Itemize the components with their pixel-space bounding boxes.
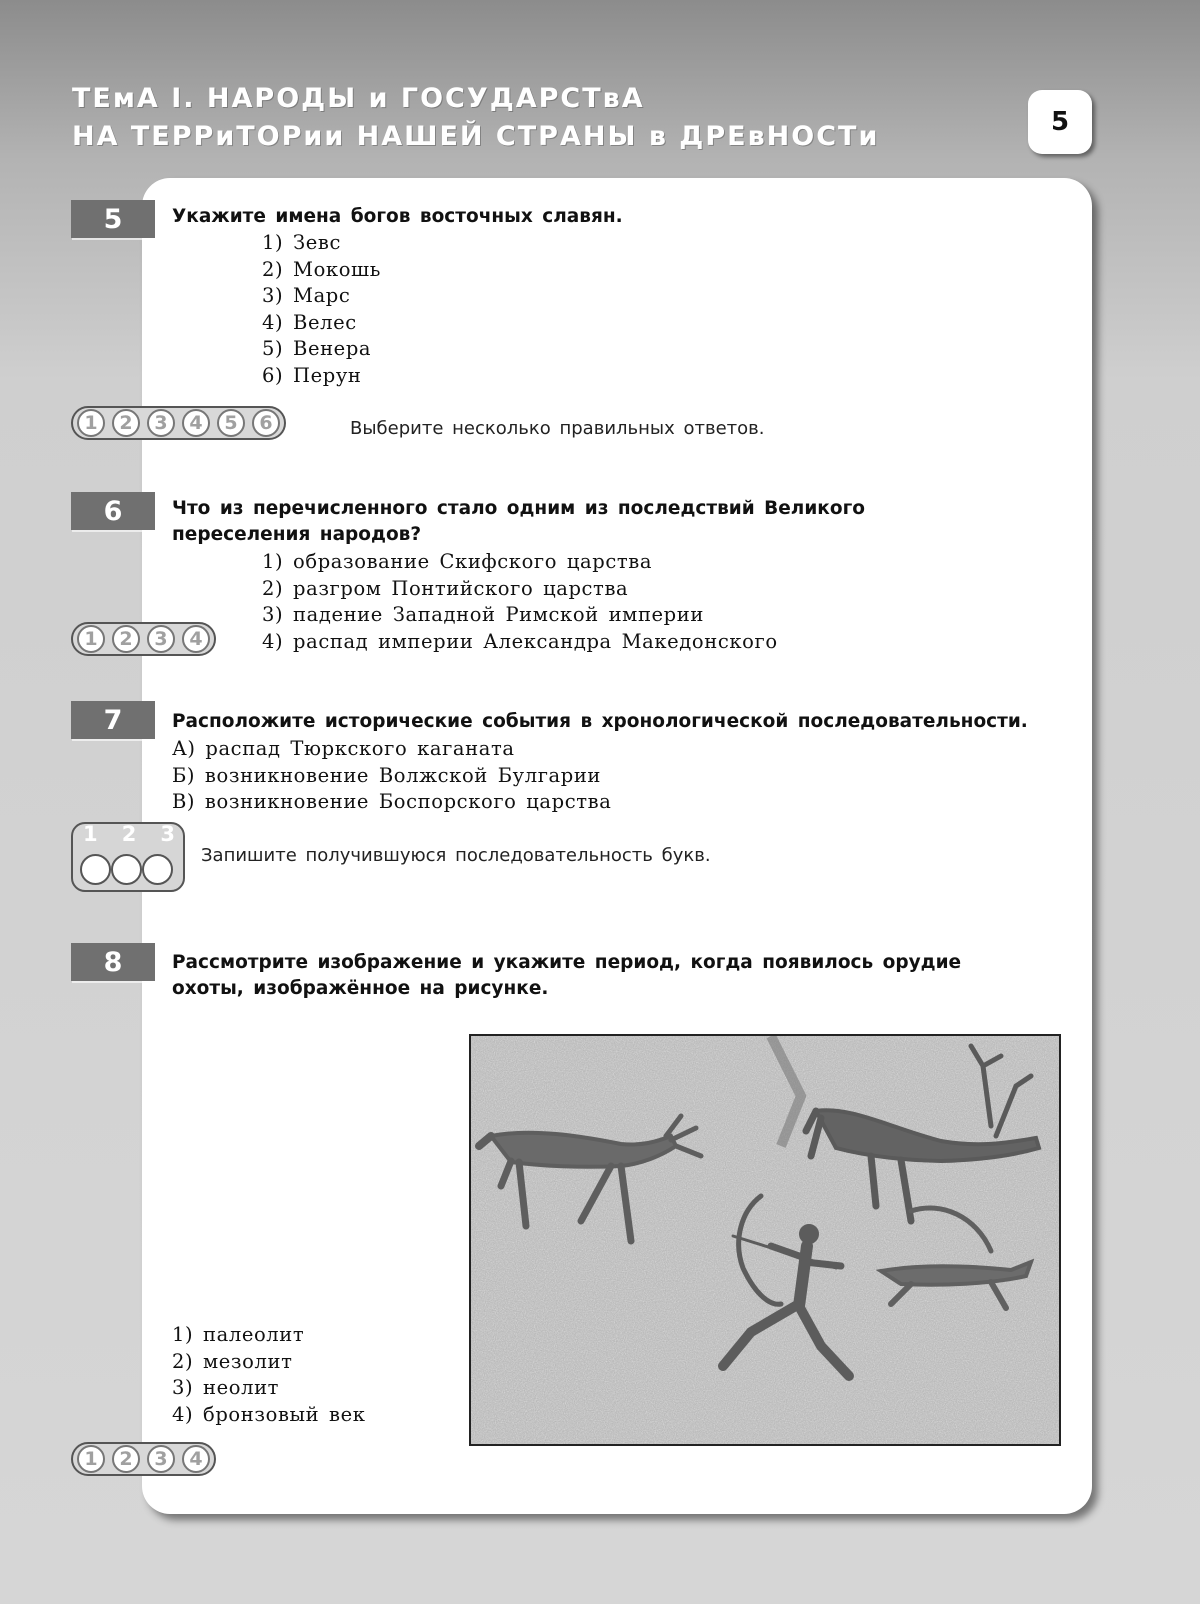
rock-art-image <box>469 1034 1061 1446</box>
question-5-answer-selector <box>71 406 286 440</box>
question-5-option: 3) Марс <box>262 284 351 307</box>
question-8-text: Рассмотрите изображение и укажите период, когда появилось орудие охоты, изображённое на рисунке. <box>172 952 962 999</box>
answer-option-3[interactable]: 3 <box>147 1445 175 1473</box>
question-5-option: 6) Перун <box>262 363 362 387</box>
topic-title <box>72 80 879 156</box>
question-8-options <box>172 1322 366 1428</box>
question-6-option: 2) разгром Понтийского царства <box>262 576 629 600</box>
question-5-text: Укажите имена богов восточных славян. <box>172 206 623 227</box>
question-7-event: Б) возникновение Волжской Булгарии <box>172 763 602 787</box>
sequence-slot-2[interactable] <box>111 854 142 885</box>
sequence-answer-slots <box>80 854 173 885</box>
question-5-hint: Выберите несколько правильных ответов. <box>350 418 765 439</box>
question-5-options <box>262 230 381 389</box>
answer-option-4[interactable]: 4 <box>182 625 210 653</box>
question-6-option: 3) падение Западной Римской империи <box>262 603 704 626</box>
question-8-number: 8 <box>71 943 155 981</box>
question-5-option: 4) Велес <box>262 310 357 334</box>
answer-option-5[interactable]: 5 <box>217 409 245 437</box>
question-7-event: В) возникновение Боспорского царства <box>172 790 612 813</box>
question-5-option: 1) Зевс <box>262 231 342 254</box>
question-7-text: Расположите исторические события в хронологической последовательности. <box>172 711 1028 732</box>
page-number: 5 <box>1028 90 1092 154</box>
question-8-option: 4) бронзовый век <box>172 1402 366 1426</box>
answer-option-3[interactable]: 3 <box>147 409 175 437</box>
topic-title-line1: ТЕмА I. НАРОДЫ и ГОСУДАРСТвА <box>72 83 645 114</box>
sequence-position-2: 2 <box>121 822 137 846</box>
question-6-option: 1) образование Скифского царства <box>262 550 653 573</box>
topic-title-line2: НА ТЕРРиТОРии НАШЕЙ СТРАНЫ в ДРЕвНОСТи <box>72 121 880 152</box>
question-6-number: 6 <box>71 492 155 530</box>
question-7-hint: Запишите получившуюся последовательность букв. <box>201 845 711 866</box>
sequence-slot-1[interactable] <box>80 854 111 885</box>
question-6-text: Что из перечисленного стало одним из последствий Великого переселения народов? <box>172 498 865 545</box>
answer-option-4[interactable]: 4 <box>182 409 210 437</box>
question-8-answer-selector <box>71 1442 216 1476</box>
sequence-position-3: 3 <box>160 822 175 846</box>
question-8-option: 1) палеолит <box>172 1323 305 1346</box>
sequence-slot-3[interactable] <box>142 854 173 885</box>
answer-option-1[interactable]: 1 <box>77 1445 105 1473</box>
question-7-number: 7 <box>71 701 155 739</box>
question-6-options <box>262 549 778 655</box>
question-7-sequence-box <box>71 822 185 892</box>
answer-option-2[interactable]: 2 <box>112 625 140 653</box>
answer-option-4[interactable]: 4 <box>182 1445 210 1473</box>
question-5-number: 5 <box>71 200 155 238</box>
question-5-option: 5) Венера <box>262 337 372 360</box>
question-7-events <box>172 736 611 816</box>
question-8-option: 3) неолит <box>172 1376 280 1399</box>
answer-option-2[interactable]: 2 <box>112 409 140 437</box>
question-6-answer-selector <box>71 622 216 656</box>
question-5-option: 2) Мокошь <box>262 257 381 281</box>
sequence-position-labels <box>83 822 175 846</box>
answer-option-3[interactable]: 3 <box>147 625 175 653</box>
answer-option-6[interactable]: 6 <box>252 409 280 437</box>
answer-option-2[interactable]: 2 <box>112 1445 140 1473</box>
sequence-position-1: 1 <box>83 822 98 846</box>
question-8-option: 2) мезолит <box>172 1349 293 1373</box>
question-7-event: А) распад Тюркского каганата <box>172 737 515 760</box>
question-6-option: 4) распад империи Александра Македонского <box>262 629 778 653</box>
answer-option-1[interactable]: 1 <box>77 409 105 437</box>
answer-option-1[interactable]: 1 <box>77 625 105 653</box>
